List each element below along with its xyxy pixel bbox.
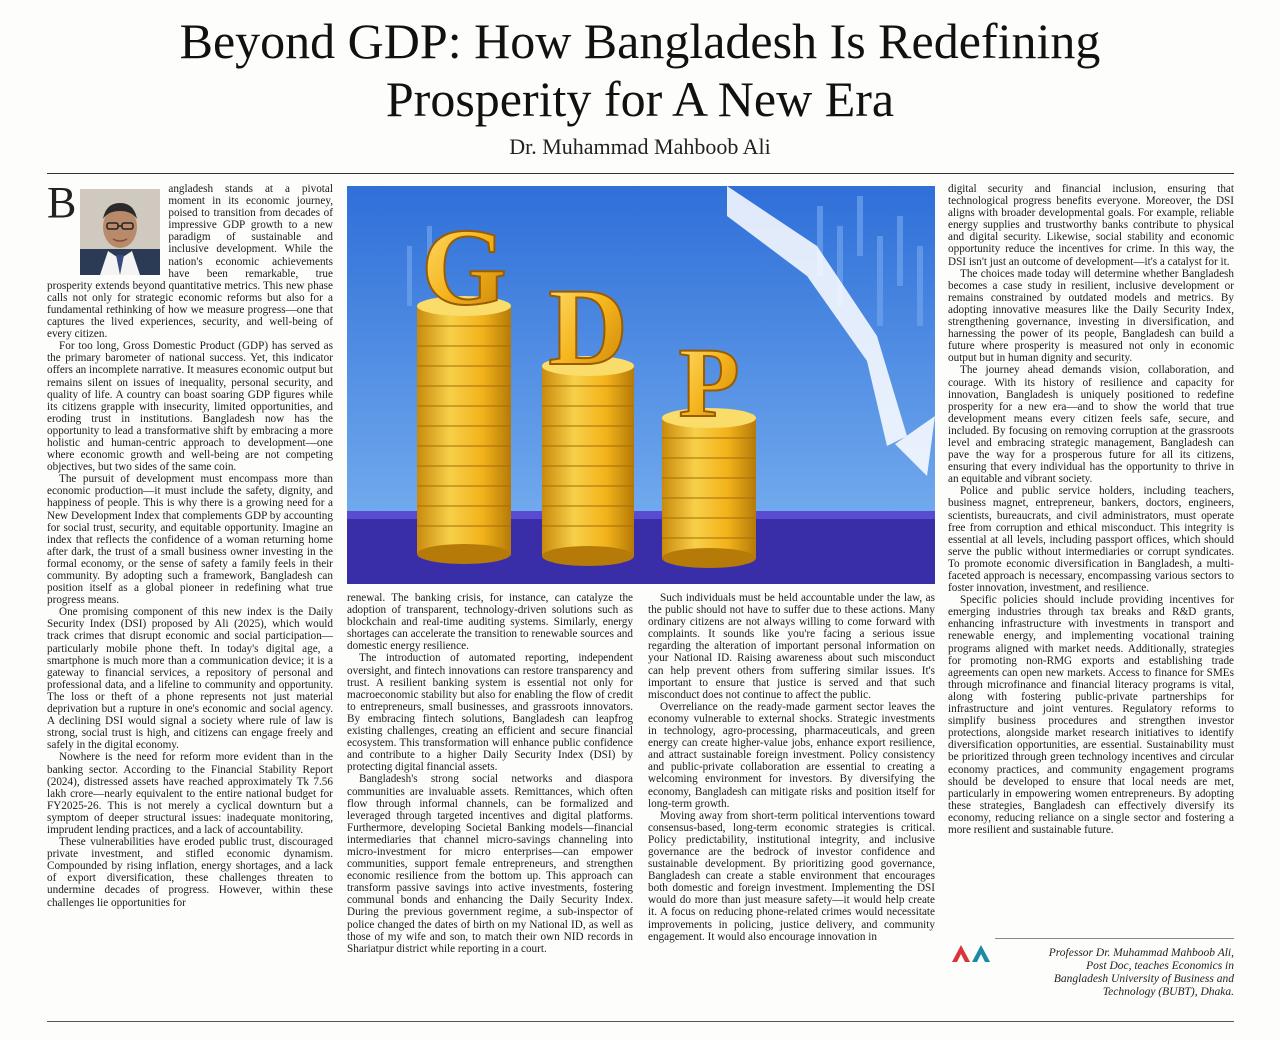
author-portrait-icon — [80, 189, 160, 275]
article-column-2 — [347, 592, 633, 1017]
paragraph: digital security and financial inclusion, ensuring that technological progress benefits everyone. Moreover, the DSI aligns with broader developmental goals. For example, reliable energy supplies and trustworthy banks contribute to physical and digital security. Likewise, social stability and economic opportunity reduce the incentives for crime. In this way, the DSI isn't just an outcome of development—it's a catalyst for it. — [948, 183, 1234, 268]
paragraph: Bangladesh's strong social networks and diaspora communities are invaluable assets. Remittances, which often flow through informal channels, can be formalized and leveraged through targeted incentives and digital platforms. Furthermore, developing Societal Banking models—financial intermediaries that channel micro-savings channeling into micro-investment for micro enterprises—can empower communities, support female entrepreneurs, and strengthen economic resilience from the bottom up. This approach can transform passive savings into active investments, fostering communal bonds and enhancing the Daily Security Index. During the previous government regime, a sub-inspector of police changed the dates of birth on my National ID, as well as those of my wife and son, to match their own NID records in Shariatpur district while reporting in a court. — [347, 773, 633, 955]
letter-p: P — [678, 327, 740, 438]
headline — [0, 12, 1280, 128]
letter-d: D — [548, 266, 628, 388]
article-column-3 — [648, 592, 935, 1017]
author-bio-line: Professor Dr. Muhammad Mahboob Ali, — [1048, 947, 1234, 959]
paragraph: One promising component of this new index is the Daily Security Index (DSI) proposed by Ali (2025), which would track crimes that disrupt economic and social participation—particularly mobile phone theft. In today's digital age, a smartphone is much more than a communication device; it is a gateway to financial services, a repository of personal and professional data, and a lifeline to community and opportunity. The loss or theft of a phone represents not just material deprivation but a rupture in one's economic and social agency. A declining DSI would signal a society where rule of law is strong, social trust is high, and citizens can engage freely and safely in the digital economy. — [47, 606, 333, 752]
paragraph: The journey ahead demands vision, collaboration, and courage. With its history of resilience and capacity for innovation, Bangladesh is uniquely positioned to redefine prosperity for a new era—and to show the world that true development means every citizen feels safe, secure, and included. By focusing on removing corruption at the grassroots level and embracing strategic management, Bangladesh can pave the way for a prosperous future for all its citizens, ensuring that every individual has the opportunity to thrive in an equitable and vibrant society. — [948, 364, 1234, 486]
article-column-1 — [47, 183, 333, 1001]
paragraph: Overreliance on the ready-made garment sector leaves the economy vulnerable to external shocks. Strategic investments in technology, agro-processing, pharmaceuticals, and green energy can create higher-value jobs, enhance export resilience, and attract sustainable foreign investment. Policy consistency and public-private collaboration are essential to creating a welcoming environment for investors. By diversifying the economy, Bangladesh can mitigate risks and position itself for long-term growth. — [648, 700, 935, 810]
paragraph: Such individuals must be held accountable under the law, as the public should not have to suffer due to these actions. Many ordinary citizens are not always willing to come forward with complaints. It sounds like you're facing a serious issue regarding the alteration of important personal information on your National ID. Raising awareness about such misconduct can help prevent others from suffering similar issues. It's important to ensure that justice is served and that such misconduct does not continue to affect the public. — [648, 592, 935, 701]
paragraph: The pursuit of development must encompass more than economic production—it must include the safety, dignity, and happiness of people. This is why there is a growing need for a New Development Index that complements GDP by accounting for social trust, security, and equitable opportunity. Imagine an index that reflects the confidence of a woman returning home after dark, the trust of a small business owner investing in the formal economy, or the sense of safety a family feels in their community. By adopting such a framework, Bangladesh can position itself as a global pioneer in redefining what true progress means. — [47, 473, 333, 607]
paragraph: These vulnerabilities have eroded public trust, discouraged private investment, and stifled economic dynamism. Compounded by rising inflation, energy shortages, and a lack of export diversification, these challenges threaten to undermine decades of progress. However, within these challenges lie opportunities for — [47, 836, 333, 909]
author-photo — [80, 189, 160, 275]
paragraph: Moving away from short-term political interventions toward consensus-based, long-term economic strategies is critical. Policy predictability, institutional integrity, and inclusive governance are the bedrock of investor confidence and sustainable development. By prioritizing good governance, Bangladesh can create a stable environment that encourages both domestic and foreign investment. Implementing the DSI would do more than just measure safety—it would help create it. A focus on reducing phone-related crimes would necessitate improvements in policing, justice delivery, and community engagement. It would also encourage innovation in — [648, 809, 935, 943]
letter-g: G — [421, 206, 507, 328]
bottom-rule — [47, 1021, 1234, 1022]
top-rule — [47, 173, 1234, 174]
gdp-coins-illustration-icon — [347, 186, 935, 584]
article-column-4 — [948, 183, 1234, 923]
author-bio-line: Bangladesh University of Business and — [1053, 973, 1234, 985]
gdp-illustration — [347, 186, 935, 584]
headline-line-1: Beyond GDP: How Bangladesh Is Redefining — [179, 13, 1101, 69]
drop-cap: B — [47, 183, 77, 227]
headline-line-2: Prosperity for A New Era — [385, 71, 895, 127]
paragraph: Police and public service holders, including teachers, business magnet, entrepreneur, bankers, doctors, engineers, scientists, bureaucrats, and civil administrators, must operate free from corruption and ethical misconduct. This integrity is essential at all levels, including passport offices, which should serve the public without intermediaries or corrupt syndicates. To promote economic diversification in Bangladesh, a multi-faceted approach is necessary, encompassing various sectors to foster innovation, investment, and resilience. — [948, 485, 1234, 595]
paragraph: The choices made today will determine whether Bangladesh becomes a case study in resilient, inclusive development or remains constrained by outdated models and metrics. By adopting innovative measures like the Daily Security Index, strengthening governance, investing in diversification, and harnessing the power of its people, Bangladesh can build a future where prosperity is measured not only in economic output but in human dignity and security. — [948, 267, 1234, 365]
paragraph: Nowhere is the need for reform more evident than in the banking sector. According to the Financial Stability Report (2024), distressed assets have reached approximately Tk 7.56 lakh crore—nearly equivalent to the entire national budget for FY2025-26. This is not merely a cyclical downturn but a symptom of deeper structural issues: inadequate monitoring, imprudent lending practices, and a lack of accountability. — [47, 751, 333, 836]
paragraph: The introduction of automated reporting, independent oversight, and fintech innovations can restore transparency and trust. A resilient banking system is essential not only for macroeconomic stability but also for enabling the flow of credit to entrepreneurs, small businesses, and grassroots innovators. By embracing fintech solutions, Bangladesh can leapfrog existing challenges, creating an efficient and secure financial ecosystem. This transformation will enhance public confidence and contribute to a higher Daily Security Index (DSI) by protecting digital financial assets. — [347, 652, 633, 774]
paragraph: angladesh stands at a pivotal moment in its economic journey, poised to transition from decades of impressive GDP growth to a new paradigm of sustainable and inclusive development. While the nation's economic achievements have been remarkable, true prosperity extends beyond quantitative metrics. This new phase calls not only for strategic economic reforms but also for a fundamental rethinking of how we measure progress—one that captures the lived experiences, security, and well-being of every citizen. — [47, 183, 333, 341]
author-bio-line: Technology (BUBT), Dhaka. — [1102, 986, 1234, 998]
author-bio-line: Post Doc, teaches Economics in — [1086, 960, 1234, 972]
author-byline: Dr. Muhammad Mahboob Ali — [509, 134, 771, 159]
bio-divider — [995, 938, 1234, 939]
author-bio — [1010, 947, 1234, 999]
publication-logo-icon — [950, 942, 992, 964]
paragraph: Specific policies should include providing incentives for emerging industries through tax breaks and R&D grants, enhancing infrastructure with investments in transport and renewable energy, and implementing vocational training programs aligned with market needs. Additionally, strategies for promoting non-RMG exports and establishing trade agreements can open new markets. Access to finance for SMEs through microfinance and financial literacy programs is vital, along with fostering public-private partnerships for infrastructure and joint ventures. Regulatory reforms to simplify business procedures and strengthen investor protections, alongside market research initiatives to identify diversification opportunities, are essential. Sustainability must be prioritized through green technology incentives and circular economy practices, and community engagement programs should be developed to ensure that local needs are met, particularly in empowering women entrepreneurs. By adopting these strategies, Bangladesh can effectively diversify its economy, reducing reliance on a single sector and fostering a more resilient and sustainable future. — [948, 594, 1234, 836]
paragraph: renewal. The banking crisis, for instance, can catalyze the adoption of transparent, technology-driven solutions such as blockchain and real-time auditing systems. Similarly, energy shortages can accelerate the transition to renewable sources and domestic energy resilience. — [347, 592, 633, 653]
paragraph: For too long, Gross Domestic Product (GDP) has served as the primary barometer of national success. Yet, this indicator offers an incomplete narrative. It measures economic output but remains silent on issues of inequality, personal security, and quality of life. A country can boast soaring GDP figures while its citizens grapple with insecurity, limited opportunities, and eroding trust in institutions. Bangladesh now has the opportunity to lead a transformative shift by embracing a more holistic and human-centric approach to development—one where economic growth and well-being are not competing objectives, but two sides of the same coin. — [47, 340, 333, 474]
